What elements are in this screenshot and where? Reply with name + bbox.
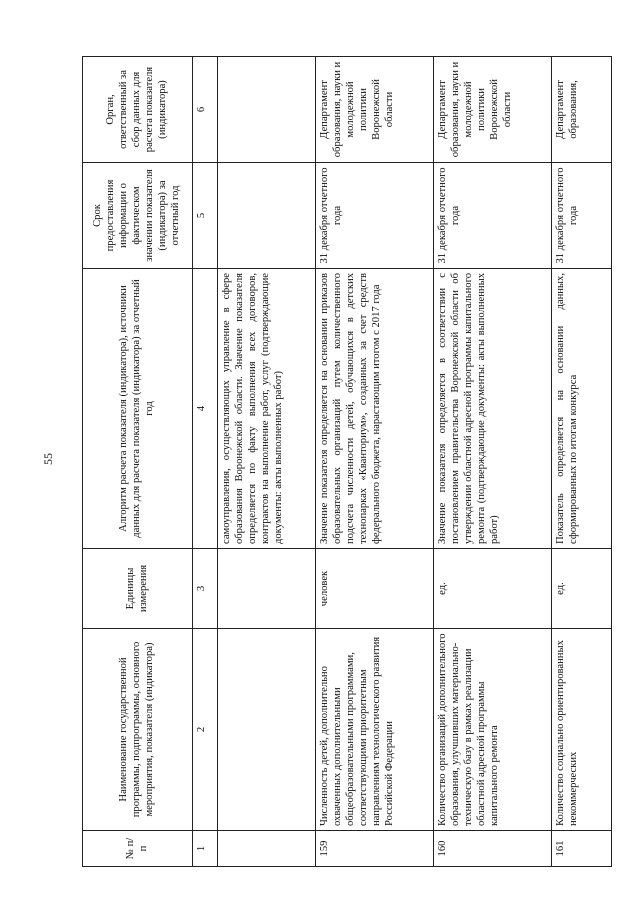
column-number: 6 [193,57,218,163]
indicator-table [82,56,612,867]
indicator-unit: ед. [552,549,612,629]
continuation-row [218,57,316,867]
indicator-name: Количество организаций дополнительного образования, улучшивших материально-техническую базу в рамках реализации областной адресной программы капитального ремонта [434,629,552,831]
page-number: 55 [41,453,55,465]
table-row [434,57,552,867]
header-deadline: Срок предоставления информации о фактическом значении показателя (индикатора) за отчетный год [83,163,193,269]
indicator-deadline: 31 декабря отчетного года [552,163,612,269]
row-number: 159 [316,831,434,867]
table-cell-empty [218,163,316,269]
indicator-algorithm: Значение показателя определяется в соответствии с постановлением правительства Воронежской области об утверждении областной адресной программы капитального ремонта (подтверждающие документы: акты выполненных работ) [434,269,552,549]
indicator-deadline: 31 декабря отчетного года [316,163,434,269]
header-responsible: Орган, ответственный за сбор данных для расчета показателя (индикатора) [83,57,193,163]
document-sheet [82,57,612,867]
header-algorithm: Алгоритм расчета показателя (индикатора), источники данных для расчета показателя (индикатора) за отчетный год [83,269,193,549]
table-row [316,57,434,867]
continuation-algorithm: самоуправления, осуществляющих управление в сфере образования Воронежской области. Значение показателя определяется по факту выполнения всех договоров, контрактов на выполнение работ, услуг (подтверждающие документы: акты выполненных работ) [218,269,316,549]
table-cell-empty [218,629,316,831]
indicator-name: Численность детей, дополнительно охваченных дополнительными общеобразовательными программами, соответствующими приоритетным направлениям технологического развития Российской Федерации [316,629,434,831]
row-number: 161 [552,831,612,867]
table-row [552,57,612,867]
header-unit: Единицы измерения [83,549,193,629]
column-number: 2 [193,629,218,831]
indicator-responsible: Департамент образования, науки и молодежной политики Воронежской области [316,57,434,163]
indicator-responsible: Департамент образования, науки и молодежной политики Воронежской области [434,57,552,163]
table-header-row [83,57,193,867]
indicator-name: Количество социально ориентированных некоммерческих [552,629,612,831]
header-name: Наименование государственной программы, подпрограммы, основного мероприятия, показателя (индикатора) [83,629,193,831]
table-cell-empty [218,549,316,629]
row-number: 160 [434,831,552,867]
indicator-deadline: 31 декабря отчетного года [434,163,552,269]
table-cell-empty [218,57,316,163]
column-number: 5 [193,163,218,269]
indicator-responsible: Департамент образования, [552,57,612,163]
column-number: 4 [193,269,218,549]
indicator-unit: ед. [434,549,552,629]
indicator-unit: человек [316,549,434,629]
indicator-algorithm: Значение показателя определяется на основании приказов образовательных организаций путем количественного подсчета численности детей, обучающихся в детских технопарках «Кванториум», созданных за счет средств федерального бюджета, нарастающим итогом с 2017 года [316,269,434,549]
column-number: 3 [193,549,218,629]
header-num: № п/п [83,831,193,867]
column-number-row [193,57,218,867]
column-number: 1 [193,831,218,867]
table-cell-empty [218,831,316,867]
indicator-algorithm: Показатель определяется на основании данных, сформированных по итогам конкурса [552,269,612,549]
